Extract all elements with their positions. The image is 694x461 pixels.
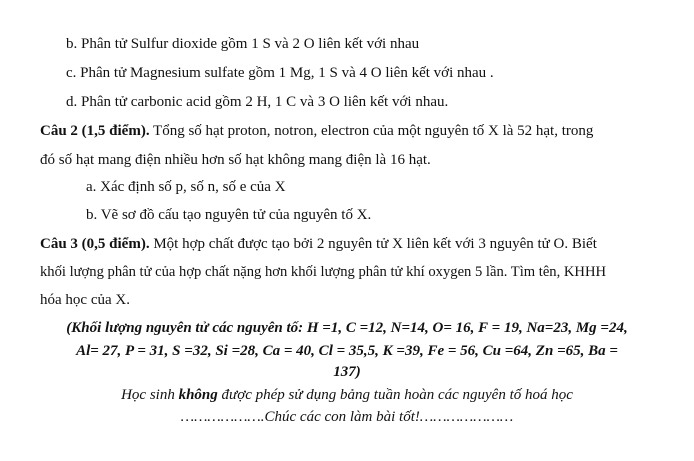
question-2-label: Câu 2 (1,5 điểm). [40,123,150,139]
question-2-text-1: Tổng số hạt proton, notron, electron của một nguyên tố X là 52 hạt, trong [149,123,594,139]
note-pre: Học sinh [121,387,179,403]
question-3-line-2: khối lượng phân tử của hợp chất nặng hơn khối lượng phân tử khí oxygen 5 lần. Tìm tên, KHHH [40,264,607,280]
question-3-line-1 [40,234,597,254]
question-2-line-2: đó số hạt mang điện nhiều hơn số hạt không mang điện là 16 hạt. [40,152,431,168]
question-2-line-1 [40,121,593,141]
question-2-part-b: b. Vẽ sơ đồ cấu tạo nguyên tử của nguyên tố X. [86,207,372,223]
question-3-text-1: Một hợp chất được tạo bởi 2 nguyên tử X liên kết với 3 nguyên tử O. Biết [149,236,597,252]
item-b: b. Phân tử Sulfur dioxide gồm 1 S và 2 O liên kết với nhau [66,36,420,52]
item-d: d. Phân tử carbonic acid gồm 2 H, 1 C và 3 O liên kết với nhau. [66,94,449,110]
question-3-label: Câu 3 (0,5 điểm). [40,236,150,252]
question-3-line-3: hóa học của X. [40,292,130,308]
note-post: được phép sử dụng bảng tuần hoàn các nguyên tố hoá học [217,387,573,403]
item-c: c. Phân tử Magnesium sulfate gồm 1 Mg, 1 S và 4 O liên kết với nhau . [66,65,494,81]
note-bold: không [178,387,218,403]
atomic-masses-line-2: Al= 27, P = 31, S =32, Si =28, Ca = 40, Cl = 35,5, K =39, Fe = 56, Cu =64, Zn =65, Ba = [76,343,618,359]
closing-line: ……………….Chúc các con làm bài tốt!………………… [180,409,514,425]
atomic-masses-line-1: (Khối lượng nguyên tử các nguyên tố: H =1, C =12, N=14, O= 16, F = 19, Na=23, Mg =24, [66,320,628,336]
note-line [0,385,694,405]
atomic-masses-line-3: 137) [333,364,361,380]
question-2-part-a: a. Xác định số p, số n, số e của X [86,179,286,195]
